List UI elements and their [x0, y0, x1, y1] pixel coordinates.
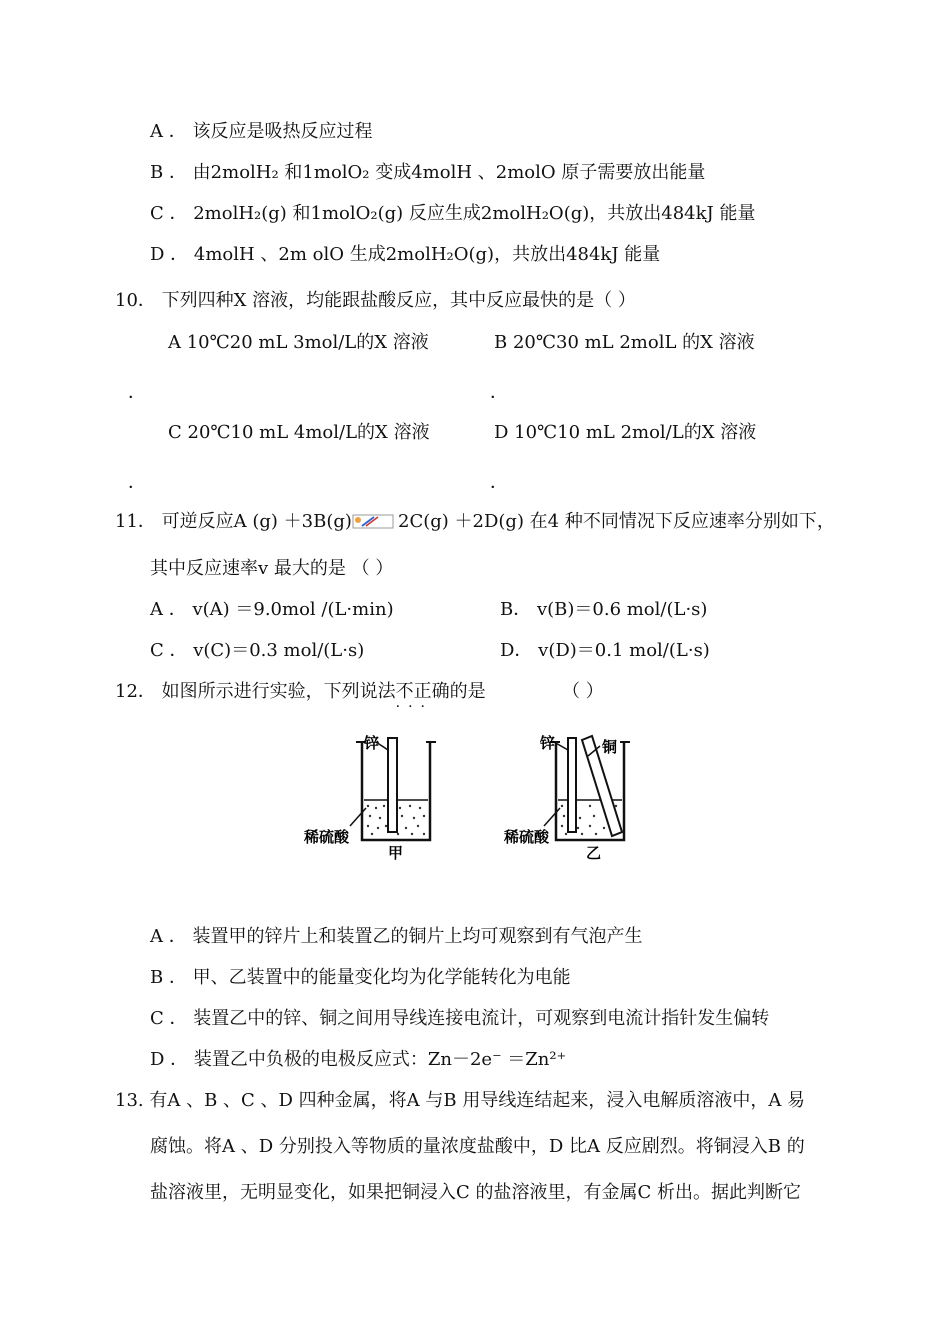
q10-option-b: B 20℃30 mL 2molL 的X 溶液 [494, 332, 755, 353]
q11-option-c: C ． v(C)＝0.3 mol/(L·s) [150, 640, 365, 661]
left-apparatus-name: 甲 [388, 844, 404, 862]
q11-stem-part1: 11． 可逆反应A (g) ＋3B(g) [115, 511, 352, 532]
q12-answer-bracket: （ ） [562, 681, 604, 702]
q9-option-c: C ． 2molH₂(g) 和1molO₂(g) 反应生成2molH₂O(g)，共放出484kJ 能量 [150, 203, 756, 224]
q10-option-c: C 20℃10 mL 4mol/L的X 溶液 [168, 422, 430, 443]
beaker-jia [350, 738, 436, 840]
q11-stem-part2: 2C(g) ＋2D(g) 在4 种不同情况下反应速率分别如下， [398, 511, 835, 532]
q10-dot: ． [490, 382, 508, 403]
q13-line1: 13. 有A 、B 、C 、D 四种金属，将A 与B 用导线连结起来，浸入电解质溶液中，A 易 [115, 1090, 806, 1111]
q12-stem-after: 的是 [449, 681, 486, 702]
q12-stem [115, 680, 486, 715]
q12-stem-emphasis: 不正确 ··· [396, 681, 450, 702]
q13-line3: 盐溶液里，无明显变化，如果把铜浸入C 的盐溶液里，有金属C 析出。据此判断它 [150, 1182, 801, 1203]
right-acid-label: 稀硫酸 [504, 828, 550, 846]
right-apparatus-name: 乙 [586, 844, 602, 862]
q12-option-b: B ． 甲、乙装置中的能量变化均为化学能转化为电能 [150, 967, 571, 988]
q11-stem-line2: 其中反应速率v 最大的是 （ ） [150, 558, 394, 579]
beaker-yi [544, 736, 630, 840]
reversible-arrow-icon [352, 513, 396, 531]
left-zinc-label: 锌 [364, 734, 380, 752]
q10-option-a: A 10℃20 mL 3mol/L的X 溶液 [168, 332, 429, 353]
q11-option-a: A ． v(A) ＝9.0mol /(L·min) [150, 599, 394, 620]
q12-figure [290, 728, 650, 868]
q9-option-d: D ． 4molH 、2m olO 生成2molH₂O(g)，共放出484kJ 能量 [150, 244, 661, 265]
q12-stem-before: 12． 如图所示进行实验，下列说法 [115, 681, 396, 702]
q11-option-b: B． v(B)＝0.6 mol/(L·s) [500, 599, 708, 620]
q12-option-c: C ． 装置乙中的锌、铜之间用导线连接电流计，可观察到电流计指针发生偏转 [150, 1008, 770, 1029]
q11-option-d: D． v(D)＝0.1 mol/(L·s) [500, 640, 710, 661]
left-acid-label: 稀硫酸 [304, 828, 350, 846]
q10-option-d: D 10℃10 mL 2mol/L的X 溶液 [494, 422, 757, 443]
q10-dot: ． [490, 472, 508, 493]
right-copper-label: 铜 [602, 738, 618, 756]
q12-option-a: A ． 装置甲的锌片上和装置乙的铜片上均可观察到有气泡产生 [150, 926, 643, 947]
q12-option-d: D ． 装置乙中负极的电极反应式：Zn－2e⁻ ＝Zn²⁺ [150, 1049, 567, 1070]
q10-dot: ． [128, 382, 146, 403]
q13-line2: 腐蚀。将A 、D 分别投入等物质的量浓度盐酸中，D 比A 反应剧烈。将铜浸入B 的 [150, 1136, 805, 1157]
emphasis-dots: ··· [395, 699, 433, 715]
q10-dot: ． [128, 472, 146, 493]
q10-stem: 10． 下列四种X 溶液，均能跟盐酸反应，其中反应最快的是（ ） [115, 290, 636, 311]
q9-option-a: A ． 该反应是吸热反应过程 [150, 121, 373, 142]
right-zinc-label: 锌 [540, 734, 556, 752]
q9-option-b: B ． 由2molH₂ 和1molO₂ 变成4molH 、2molO 原子需要放出能量 [150, 162, 706, 183]
